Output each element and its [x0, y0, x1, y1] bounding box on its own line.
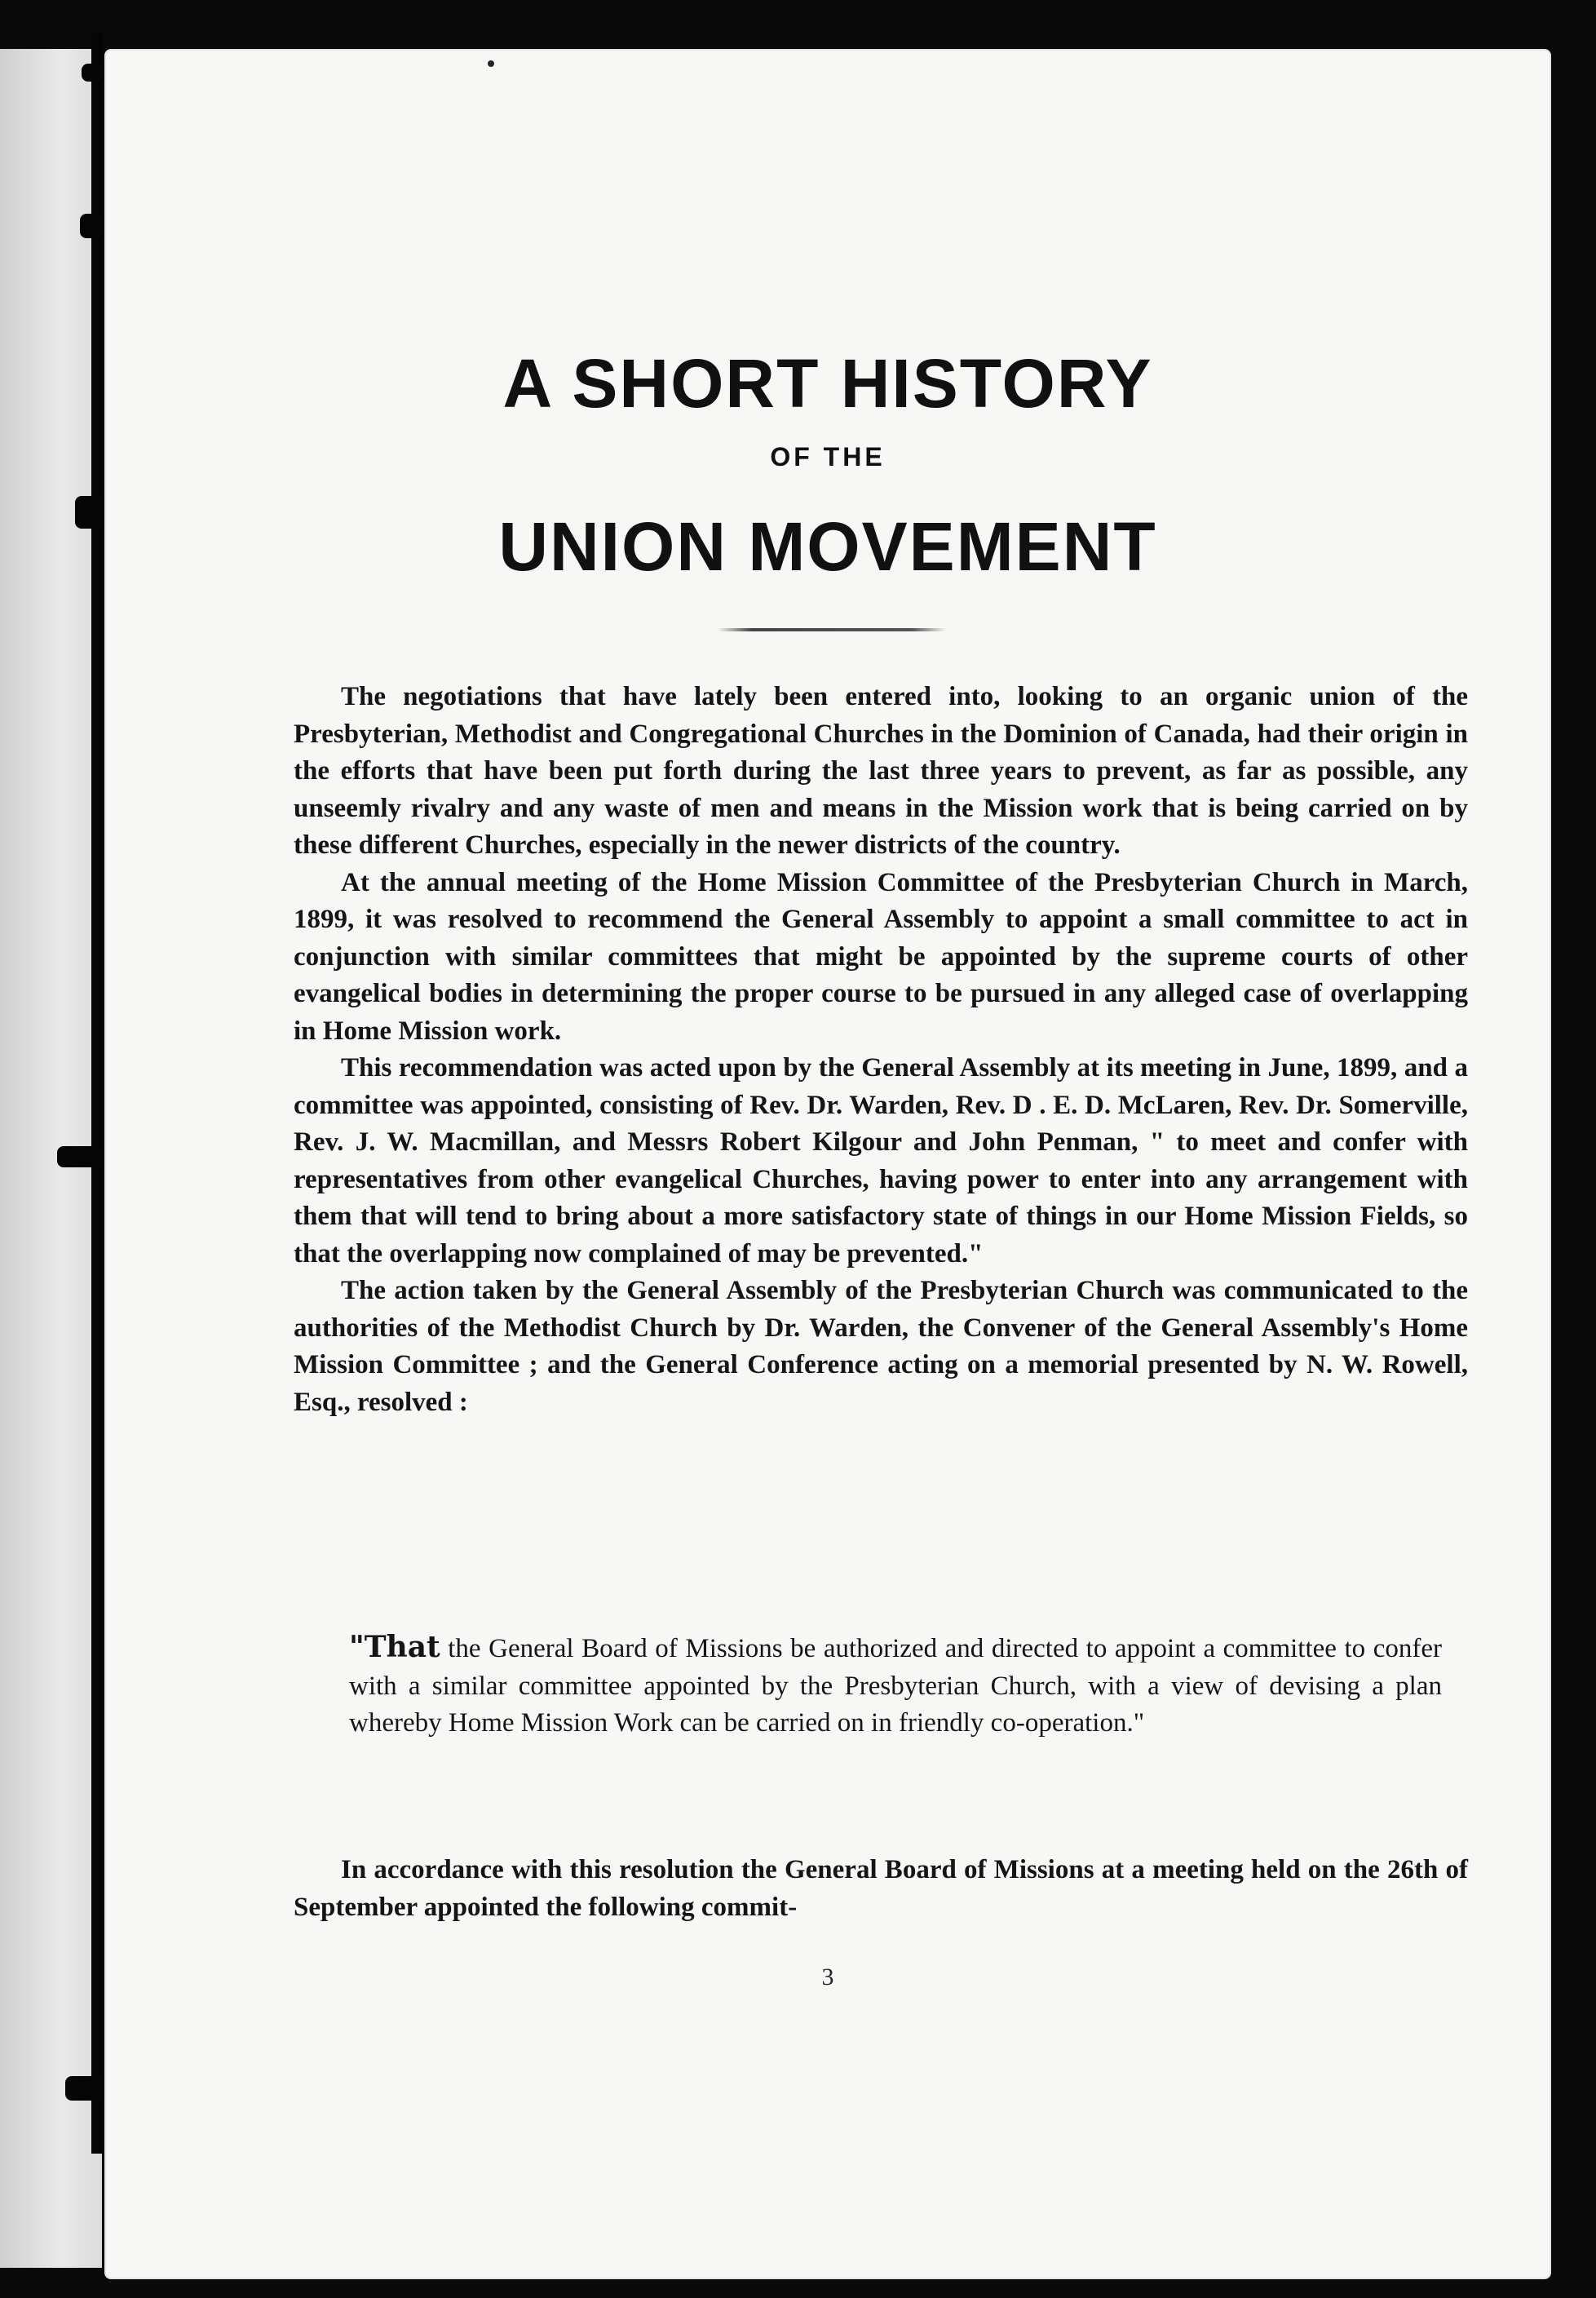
- page-number: 3: [821, 1964, 834, 1990]
- page-title-line-1: A SHORT HISTORY: [502, 345, 1153, 422]
- paragraph-1: The negotiations that have lately been entered into, looking to an organic union of the Presbyterian, Methodist and Congregational Churches in the Dominion of Canada, had their origin in the efforts that have been put forth during the last three years to prevent, as far as possible, any unseemly rivalry and any waste of men and means in the Mission work that is being carried on by these different Churches, especially in the newer districts of the country.: [294, 682, 1468, 860]
- binding-spine: [91, 33, 103, 2154]
- quote-lead: "That: [349, 1630, 440, 1664]
- paragraph-2: At the annual meeting of the Home Mission Committee of the Presbyterian Church in March, 1899, it was resolved to recommend the General Assembly to appoint a small committee to act in conjunction with similar committees that might be appointed by the supreme courts of other evangelical bodies in determining the proper course to be pursued in any alleged case of overlapping in Home Mission work.: [294, 867, 1468, 1046]
- quote-text: the General Board of Missions be authorized and directed to appoint a committee to confer with a similar committee appointed by the Presbyterian Church, with a view of devising a plan whereby Home Mission Work can be carried on in friendly co-operation.": [349, 1634, 1442, 1738]
- title-divider: [718, 628, 946, 631]
- document-page: [106, 51, 1550, 2278]
- quoted-resolution: [349, 1629, 1442, 1742]
- paragraph-5: In accordance with this resolution the General Board of Missions at a meeting held on the 26th of September appointed the following commit-: [294, 1855, 1468, 1922]
- paragraph-4: The action taken by the General Assembly of the Presbyterian Church was communicated to the authorities of the Methodist Church by Dr. Warden, the Convener of the General Assembly's Home Mission Committee ; and the General Conference acting on a memorial presented by N. W. Rowell, Esq., resolved :: [294, 1276, 1468, 1417]
- ink-speck: [488, 60, 494, 67]
- closing-text: [294, 1852, 1468, 1926]
- page-title-line-3: UNION MOVEMENT: [498, 508, 1157, 585]
- page-title-line-2: OF THE: [770, 442, 886, 472]
- paragraph-3: This recommendation was acted upon by the General Assembly at its meeting in June, 1899, and a committee was appointed, consisting of Rev. Dr. Warden, Rev. D . E. D. McLaren, Rev. Dr. Somerville, Rev. J. W. Macmillan, and Messrs Robert Kilgour and John Penman, " to meet and confer with representatives from other evangelical Churches, having power to enter into any arrangement with them that will tend to bring about a more satisfactory state of things in our Home Mission Fields, so that the overlapping now complained of may be prevented.": [294, 1053, 1468, 1269]
- body-text: [294, 679, 1468, 1421]
